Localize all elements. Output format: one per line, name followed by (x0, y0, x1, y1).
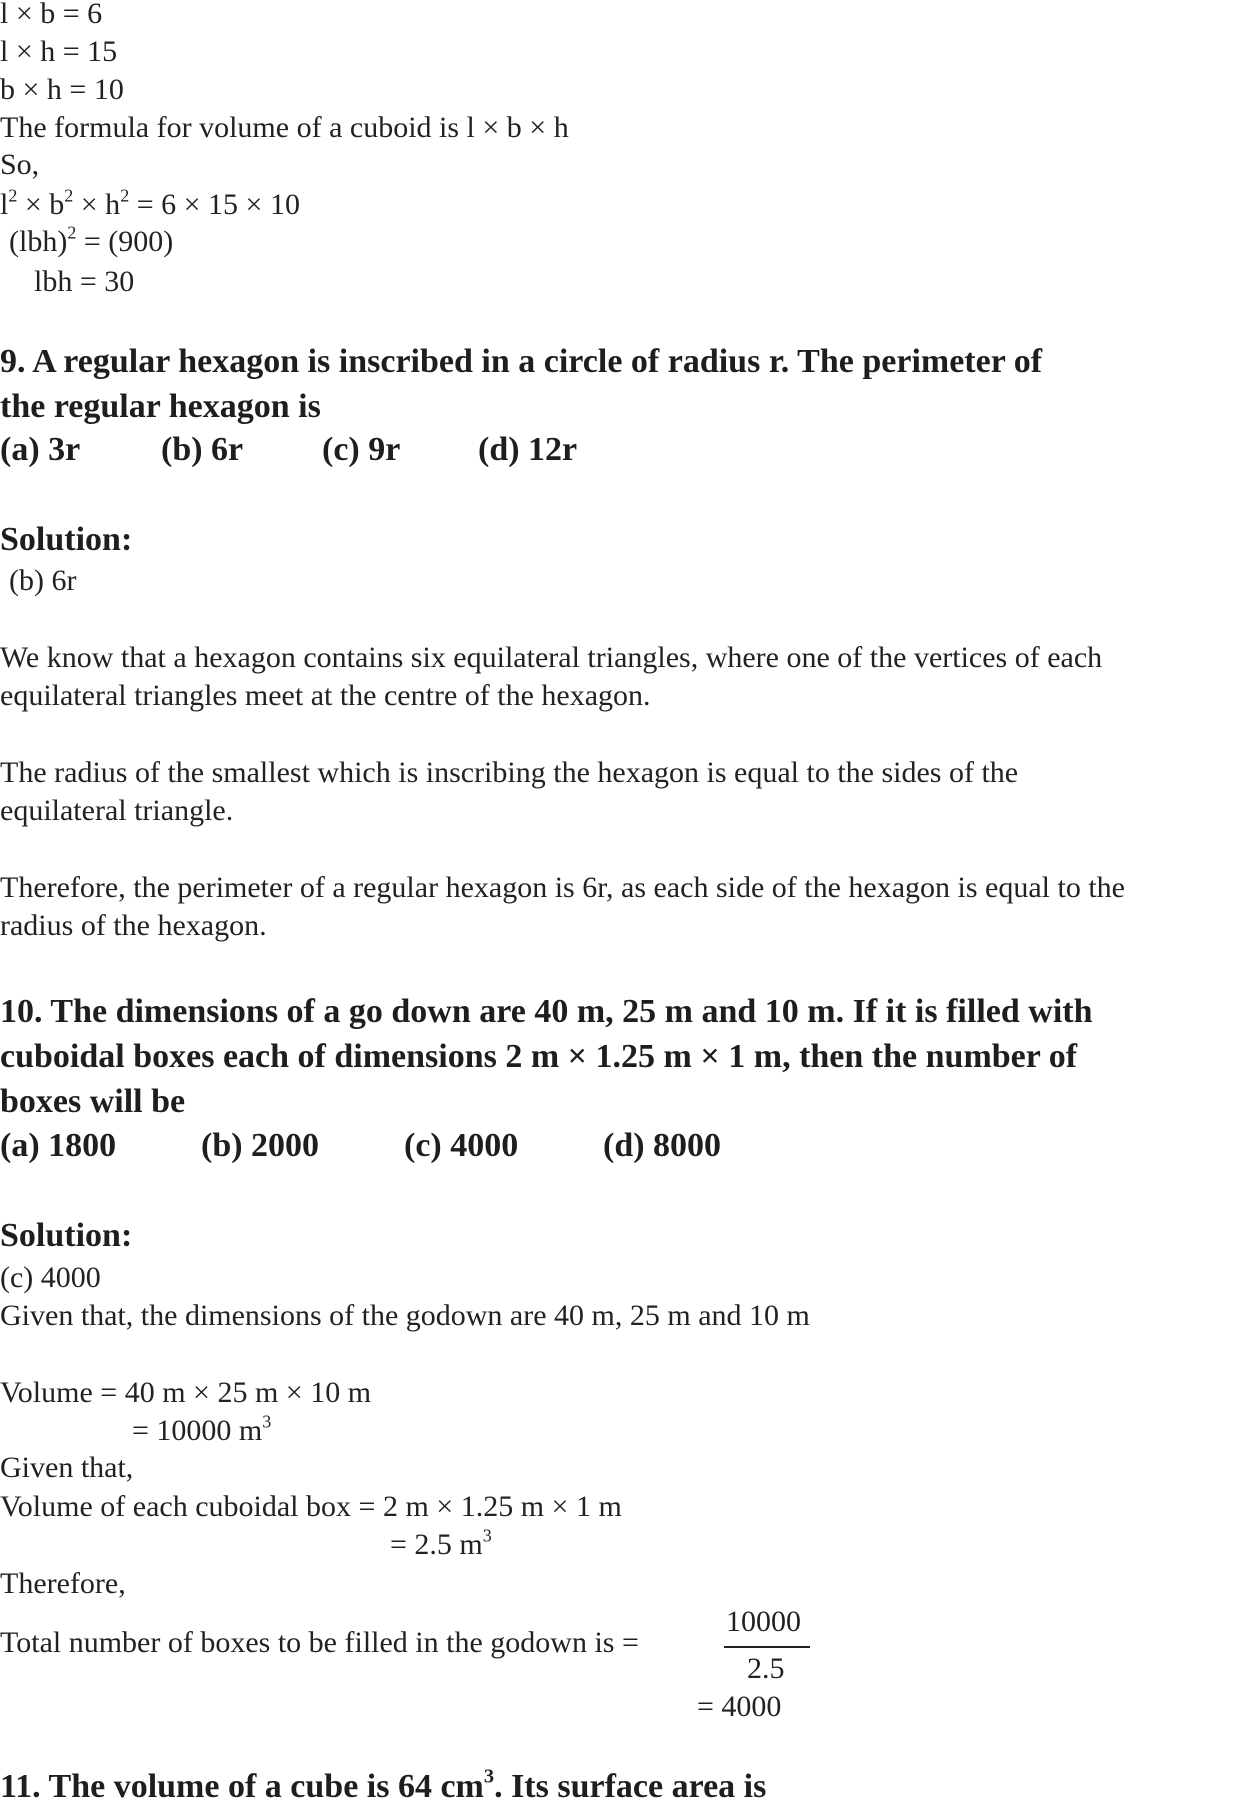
equation-lh: l × h = 15 (0, 35, 118, 68)
q10-volume-box-result: = 2.5 $m^3$ (390, 1525, 492, 1561)
fraction-denominator: 2.5 (747, 1652, 785, 1685)
equation-squares: $l^2 \times b^2 \times h^2 = 6 \times 15 \times 10$ (0, 185, 300, 221)
fraction-bar (724, 1646, 810, 1648)
q10-result: = 4000 (697, 1690, 782, 1723)
q9-paragraph1-line1: We know that a hexagon contains six equilateral triangles, where one of the vertices of each (0, 641, 1103, 674)
fraction-numerator: 10000 (726, 1605, 801, 1638)
q10-given-dimensions: Given that, the dimensions of the godown are 40 m, 25 m and 10 m (0, 1299, 810, 1332)
q10-given2: Given that, (0, 1451, 134, 1484)
q10-option-a: (a) 1800 (0, 1127, 117, 1164)
q10-question-line2: cuboidal boxes each of dimensions 2 m × 1.25 m × 1 m, then the number of (0, 1038, 1078, 1075)
so-text: So, (0, 148, 40, 181)
q9-paragraph3-line1: Therefore, the perimeter of a regular hexagon is 6r, as each side of the hexagon is equal to the (0, 871, 1125, 904)
q9-option-b: (b) 6r (161, 431, 244, 468)
q10-option-c: (c) 4000 (404, 1127, 519, 1164)
q9-option-a: (a) 3r (0, 431, 81, 468)
q10-therefore: Therefore, (0, 1567, 126, 1600)
q9-paragraph1-line2: equilateral triangles meet at the centre of the hexagon. (0, 679, 651, 712)
equation-lbh-squared: (lbh)$^2$ = (900) (9, 222, 174, 258)
q9-answer: (b) 6r (9, 564, 77, 597)
q9-question-line2: the regular hexagon is (0, 388, 321, 425)
q9-solution-heading: Solution: (0, 521, 133, 558)
q9-paragraph2-line1: The radius of the smallest which is inscribing the hexagon is equal to the sides of the (0, 756, 1019, 789)
q10-option-d: (d) 8000 (603, 1127, 722, 1164)
q9-option-c: (c) 9r (322, 431, 401, 468)
q9-question-line1: 9. A regular hexagon is inscribed in a circle of radius r. The perimeter of (0, 343, 1043, 380)
q9-option-d: (d) 12r (478, 431, 578, 468)
q10-question-line3: boxes will be (0, 1083, 186, 1120)
q10-solution-heading: Solution: (0, 1217, 133, 1254)
q11-question: 11. The volume of a cube is 64 $cm^3$. Its surface area is (0, 1765, 767, 1805)
equation-lb: l × b = 6 (0, 0, 103, 30)
q10-option-b: (b) 2000 (201, 1127, 320, 1164)
formula-text: The formula for volume of a cuboid is l × b × h (0, 111, 569, 144)
q9-paragraph3-line2: radius of the hexagon. (0, 909, 267, 942)
q10-total-label: Total number of boxes to be filled in the godown is = (0, 1626, 639, 1659)
equation-lbh-result: lbh = 30 (34, 265, 135, 298)
q10-question-line1: 10. The dimensions of a go down are 40 m, 25 m and 10 m. If it is filled with (0, 993, 1093, 1030)
q10-volume-box: Volume of each cuboidal box = 2 m × 1.25 m × 1 m (0, 1490, 622, 1523)
q10-volume-godown-result: = 10000 $m^3$ (132, 1411, 272, 1447)
q9-paragraph2-line2: equilateral triangle. (0, 794, 234, 827)
q10-volume-godown: Volume = 40 m × 25 m × 10 m (0, 1376, 372, 1409)
equation-bh: b × h = 10 (0, 73, 124, 106)
q10-answer: (c) 4000 (0, 1261, 101, 1294)
